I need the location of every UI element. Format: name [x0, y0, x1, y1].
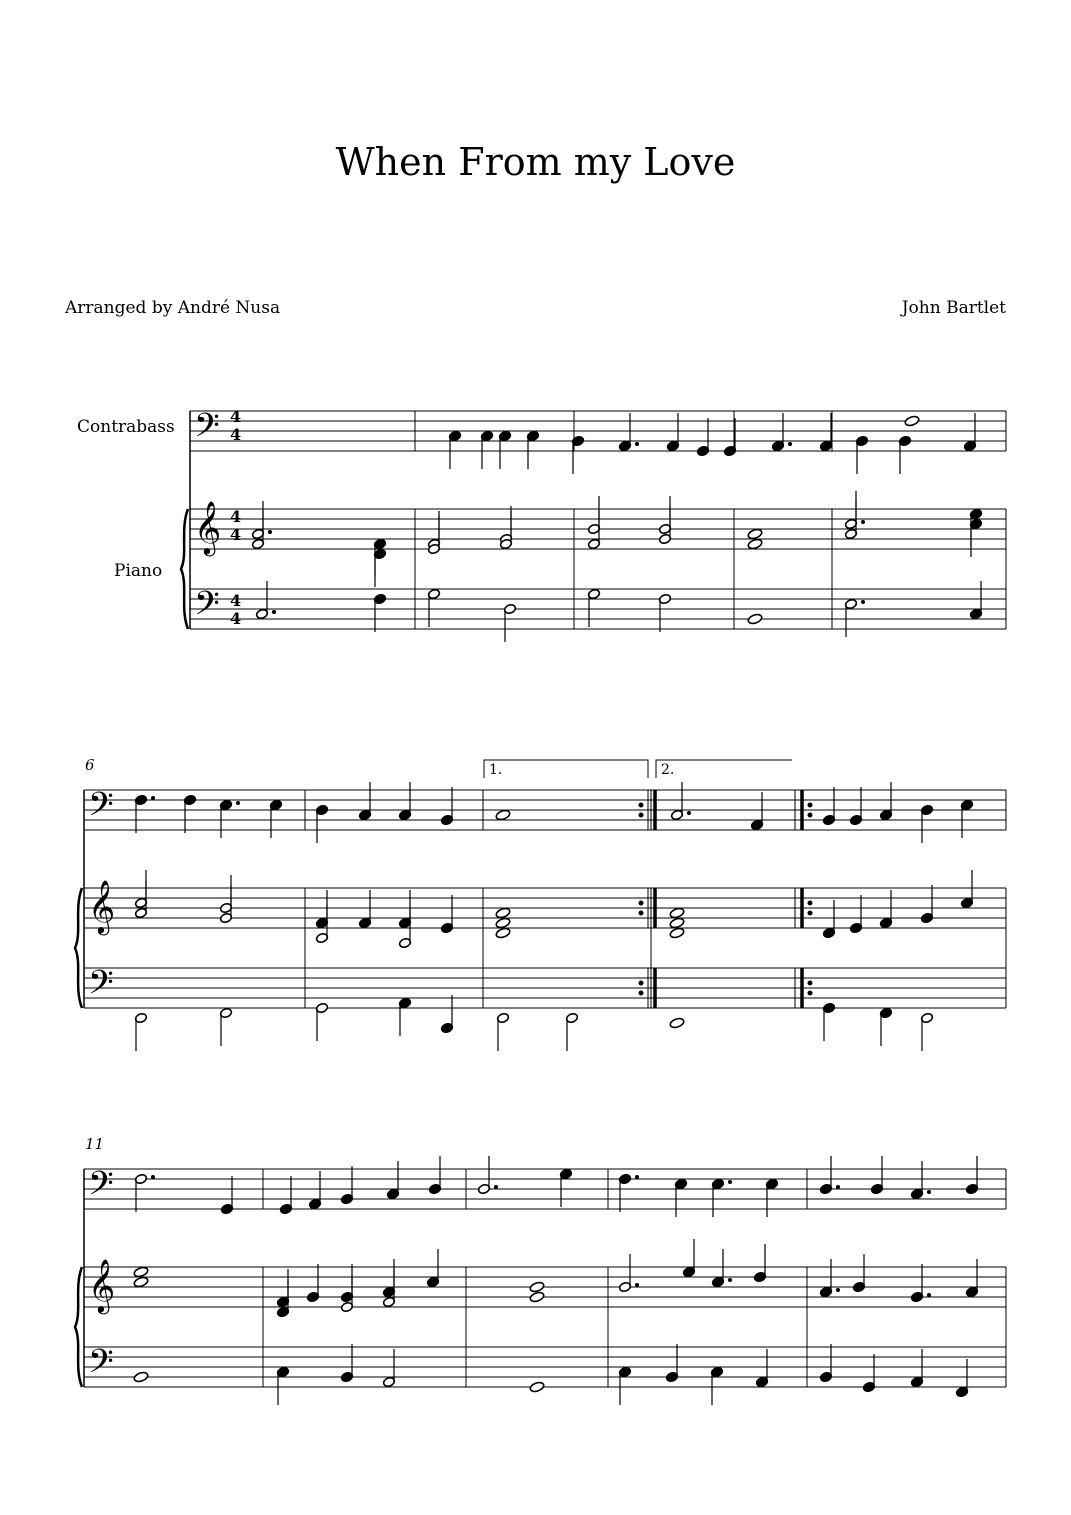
time-sig-top: 4: [230, 591, 242, 610]
note-head: [133, 1266, 149, 1278]
repeat-dot: [639, 981, 643, 985]
treble-clef-icon: 𝄞: [194, 500, 222, 554]
volta-brackets: [484, 760, 792, 778]
composer-credit: John Bartlet: [901, 298, 1006, 318]
grand-staff-brace-icon: [75, 888, 82, 1008]
repeat-dot: [808, 981, 812, 985]
time-sig-bottom: 4: [230, 609, 242, 628]
note-head: [495, 927, 511, 939]
note-dot: [861, 520, 865, 524]
repeat-dot: [808, 991, 812, 995]
bass-clef-icon: 𝄢: [88, 1165, 114, 1211]
note-dot: [836, 1288, 840, 1292]
grand-staff-brace-icon: [181, 509, 188, 629]
repeat-dot: [639, 911, 643, 915]
measure-number-6: 6: [85, 756, 95, 774]
bass-clef-icon: 𝄢: [194, 407, 220, 453]
note-dot: [236, 801, 240, 805]
time-sig-bottom: 4: [230, 525, 242, 544]
volta-first-label: 1.: [489, 762, 503, 778]
treble-clef-icon: 𝄞: [88, 1258, 116, 1312]
time-signatures: [230, 407, 241, 628]
note-head: [495, 907, 511, 919]
note-dot: [635, 1283, 639, 1287]
repeat-dot: [639, 991, 643, 995]
system-1-staves: [84, 411, 1006, 1387]
time-sig-top: 4: [230, 507, 242, 526]
volta-bracket-first: [484, 760, 648, 778]
bass-clef-icon: 𝄢: [88, 1343, 114, 1389]
repeat-dot: [639, 813, 643, 817]
bass-clef-icon: 𝄢: [194, 585, 220, 631]
note-dot: [927, 1190, 931, 1194]
repeat-dot: [808, 803, 812, 807]
measure-number-11: 11: [85, 1135, 105, 1153]
volta-second-label: 2.: [661, 762, 675, 778]
note-dot: [861, 600, 865, 604]
repeat-dot: [808, 911, 812, 915]
note-head: [904, 415, 920, 427]
treble-clef-icon: 𝄞: [88, 879, 116, 933]
note-dot: [635, 1175, 639, 1179]
note-head: [669, 1017, 685, 1029]
note-head: [669, 927, 685, 939]
note-dot: [788, 442, 792, 446]
note-head: [529, 1281, 545, 1293]
notes: [133, 413, 982, 1405]
note-head: [529, 1291, 545, 1303]
note-head: [495, 917, 511, 929]
time-sig-top: 4: [230, 407, 242, 426]
barlines: [75, 411, 1006, 1387]
note-dot: [728, 1180, 732, 1184]
note-head: [133, 1371, 149, 1383]
note-head: [669, 917, 685, 929]
note-head: [669, 907, 685, 919]
note-dot: [494, 1185, 498, 1189]
note-dot: [151, 1175, 155, 1179]
note-dot: [272, 610, 276, 614]
note-head: [747, 538, 763, 550]
volta-bracket-second: [656, 760, 792, 778]
arranger-credit: Arranged by André Nusa: [65, 298, 281, 318]
note-dot: [927, 1293, 931, 1297]
note-dot: [836, 1185, 840, 1189]
time-sig-bottom: 4: [230, 425, 242, 444]
repeat-dot: [808, 901, 812, 905]
note-head: [747, 613, 763, 625]
note-head: [529, 1381, 545, 1393]
page-title: When From my Love: [335, 140, 736, 184]
note-head: [747, 528, 763, 540]
grand-staff-brace-icon: [75, 1267, 82, 1387]
note-dot: [151, 796, 155, 800]
bass-clef-icon: 𝄢: [88, 786, 114, 832]
note-dot: [268, 530, 272, 534]
repeat-dot: [639, 901, 643, 905]
note-head: [133, 1276, 149, 1288]
repeat-dot: [808, 813, 812, 817]
repeat-dot: [639, 803, 643, 807]
instrument-label-contrabass: Contrabass: [77, 417, 175, 437]
bass-clef-icon: 𝄢: [88, 964, 114, 1010]
note-dot: [635, 442, 639, 446]
note-dot: [687, 811, 691, 815]
note-head: [495, 809, 511, 821]
note-dot: [728, 1278, 732, 1282]
instrument-label-piano: Piano: [114, 561, 163, 581]
